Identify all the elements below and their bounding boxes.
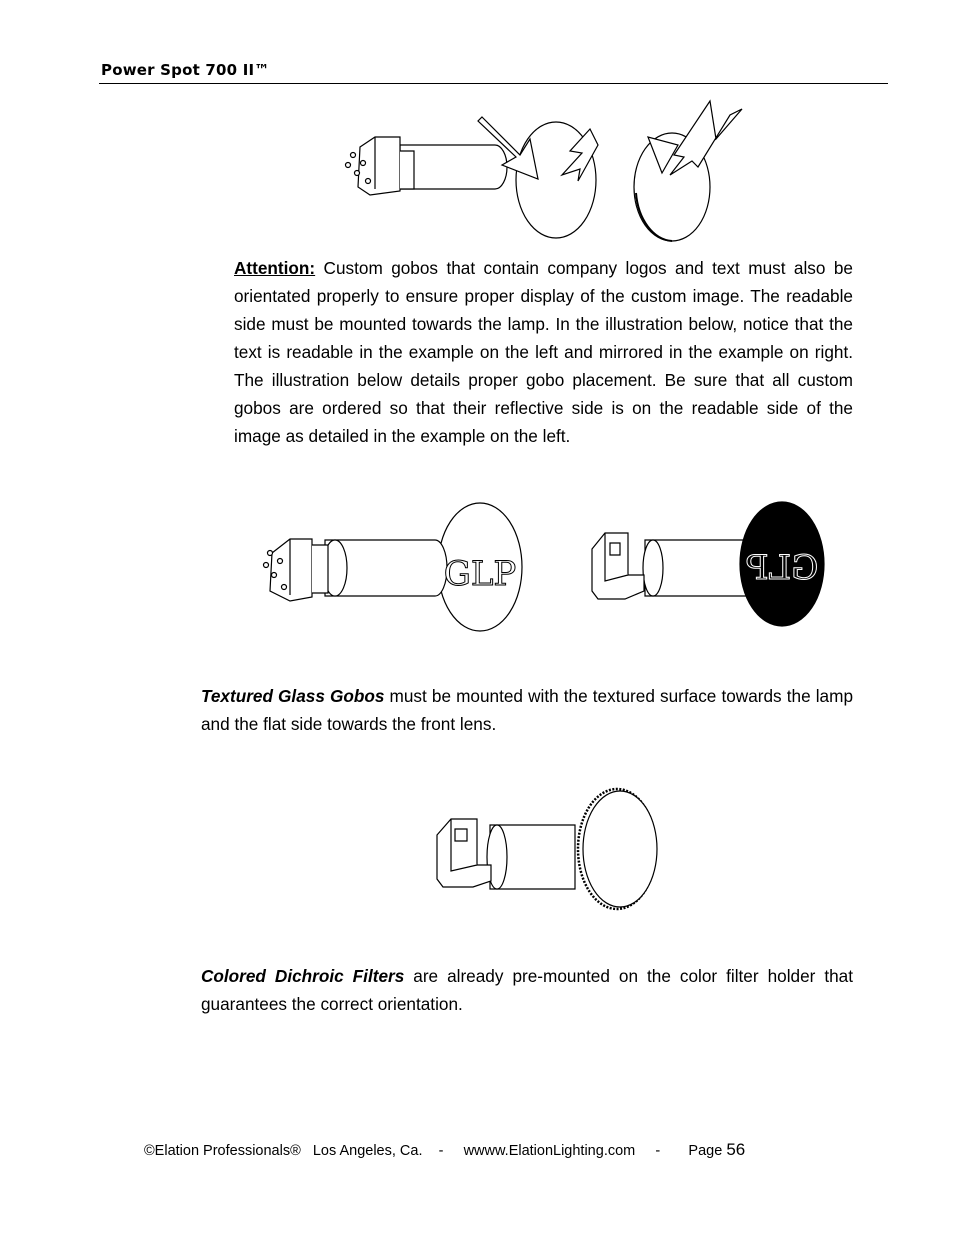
dichroic-filters-paragraph (201, 962, 853, 1018)
textured-glass-text: must be mounted with the textured surface towards the lamp and the flat side towards the front lens. (201, 686, 853, 734)
gobo-readable-text: GLP (443, 554, 517, 594)
dichroic-filters-label: Colored Dichroic Filters (201, 966, 405, 986)
textured-glass-gobo-figure (425, 785, 665, 925)
textured-glass-label: Textured Glass Gobos (201, 686, 385, 706)
header-divider (99, 83, 888, 84)
attention-text: Custom gobos that contain company logos and text must also be orientated properly to ensure proper display of the custom image. The readable side must be mounted towards the lamp. In the illustration below, notice that the text is readable in the example on the left and mirrored in the example on right. The illustration below details proper gobo placement. Be sure that all custom gobos are ordered so that their reflective side is on the readable side of the image as detailed in the example on the left. (234, 258, 853, 446)
gobo-orientation-figure (330, 95, 750, 245)
dichroic-filters-text: are already pre-mounted on the color filter holder that guarantees the correct orientation. (201, 966, 854, 1014)
page-footer (144, 1140, 745, 1160)
textured-glass-paragraph (201, 682, 853, 738)
document-header-title: Power Spot 700 II™ (101, 61, 270, 79)
custom-gobo-comparison-figure (250, 495, 840, 640)
attention-paragraph (234, 254, 853, 450)
page-number: 56 (726, 1140, 746, 1159)
attention-label: Attention: (234, 258, 316, 278)
gobo-mirrored-text: GLP (745, 548, 819, 588)
footer-text: ©Elation Professionals® Los Angeles, Ca. - wwww.ElationLighting.com - Page (144, 1143, 727, 1159)
